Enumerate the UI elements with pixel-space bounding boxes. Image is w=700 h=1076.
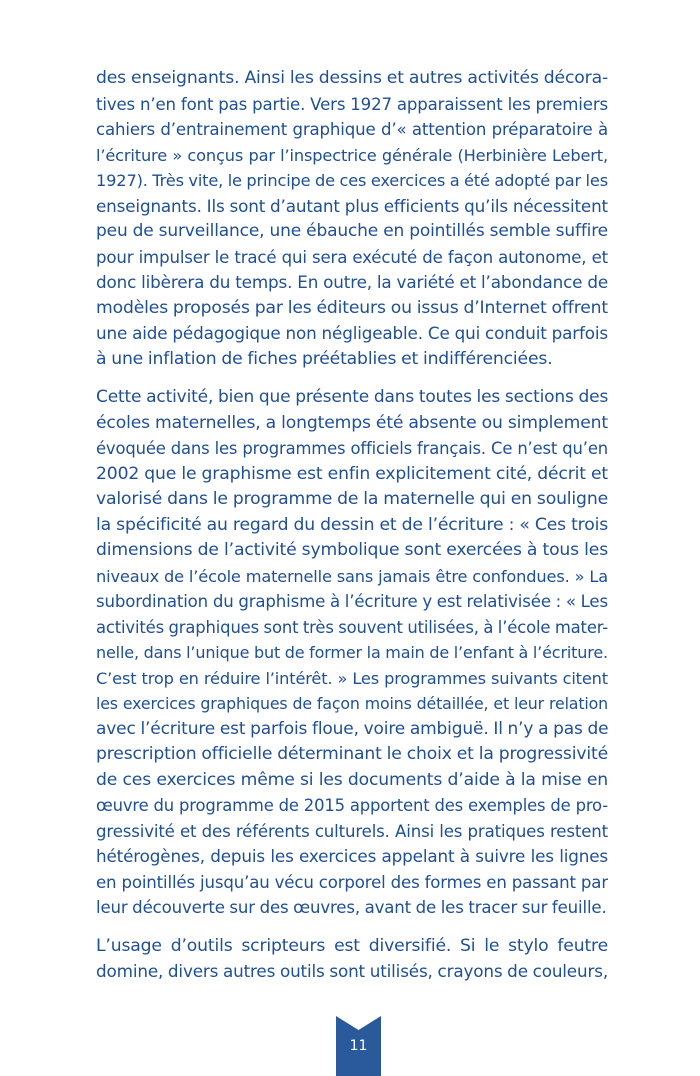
text-line: valorisé dans le programme de la maternelle qui en souligne [96,489,608,509]
text-line: les exercices graphiques de façon moins détaillée, et leur relation [96,694,608,713]
text-line: écoles maternelles, a longtemps été absente ou simplement [96,412,608,433]
text-line: subordination du graphisme à l’écriture y est relativisée : « Les [96,592,608,611]
body-text [96,66,608,998]
text-line: l’écriture » conçus par l’inspectrice générale (Herbinière Lebert, [96,145,608,165]
text-line: une aide pédagogique non négligeable. Ce qui conduit parfois [96,323,608,343]
text-line: L’usage d’outils scripteurs est diversifié. Si le stylo feutre [96,935,608,956]
paragraph [96,934,608,985]
page-number: 11 [349,1038,368,1054]
text-line: 1927). Très vite, le principe de ces exercices a été adopté par les [96,171,608,190]
text-line: avec l’écriture est parfois floue, voire ambiguë. Il n’y a pas de [96,718,608,739]
text-line: enseignants. Ils sont d’autant plus efficients qu’ils nécessitent [96,195,608,216]
text-line: à une inflation de fiches préétablies et indifférenciées. [96,348,553,369]
text-line: peu de surveillance, une ébauche en pointillés semble suffire [96,221,608,241]
text-line: activités graphiques sont très souvent utilisées, à l’école mater- [96,617,608,637]
text-line: dimensions de l’activité symbolique sont exercées à tous les [96,540,608,560]
text-line: pour impulser le tracé qui sera exécuté de façon autonome, et [96,247,608,267]
text-line: hétérogènes, depuis les exercices appelant à suivre les lignes [96,846,608,866]
text-line: la spécificité au regard du dessin et de l’écriture : « Ces trois [96,514,608,535]
text-line: C’est trop en réduire l’intérêt. » Les programmes suivants citent [96,668,608,688]
text-line: niveaux de l’école maternelle sans jamais être confondues. » La [96,566,608,586]
text-line: tives n’en font pas partie. Vers 1927 apparaissent les premiers [96,94,608,114]
text-line: cahiers d’entrainement graphique d’« attention préparatoire à [96,120,608,139]
text-line: en pointillés jusqu’au vécu corporel des formes en passant par [96,872,608,892]
text-line: Cette activité, bien que présente dans toutes les sections des [96,387,608,407]
text-line: prescription officielle déterminant le choix et la progressivité [96,744,608,764]
text-line: des enseignants. Ainsi les dessins et autres activités décora- [96,68,608,88]
paragraph [96,66,608,372]
text-line: modèles proposés par les éditeurs ou issus d’Internet offrent [96,297,608,318]
text-line: 2002 que le graphisme est enfin explicitement cité, décrit et [96,463,608,484]
text-line: évoquée dans les programmes officiels français. Ce n’est qu’en [96,439,608,458]
text-line: leur découverte sur des œuvres, avant de les tracer sur feuille. [96,898,607,917]
paragraph [96,385,608,921]
text-line: domine, divers autres outils sont utilisés, crayons de couleurs, [96,961,608,981]
text-line: nelle, dans l’unique but de former la main de l’enfant à l’écriture. [96,643,608,662]
text-line: œuvre du programme de 2015 apportent des exemples de pro- [96,796,608,815]
text-line: donc libèrera du temps. En outre, la variété et l’abondance de [96,272,608,292]
text-line: gressivité et des référents culturels. Ainsi les pratiques restent [96,821,608,841]
text-line: de ces exercices même si les documents d’aide à la mise en [96,769,608,790]
